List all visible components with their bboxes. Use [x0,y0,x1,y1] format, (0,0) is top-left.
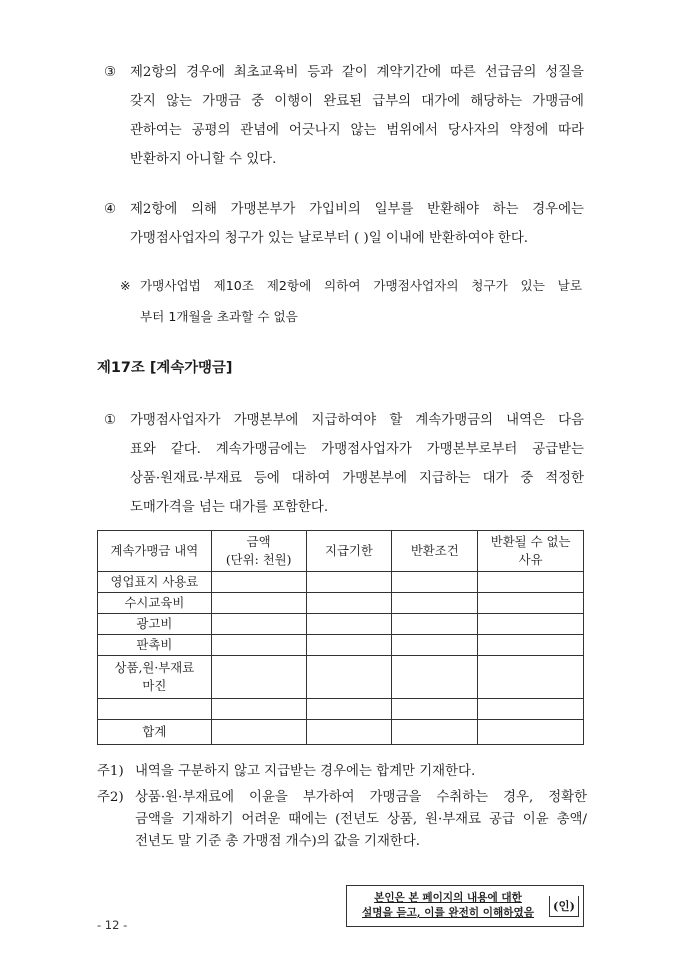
footnote-2 [97,787,587,853]
due-date-cell[interactable] [306,699,392,720]
note-line: 부터 1개월을 초과할 수 없음 [140,309,298,324]
due-date-cell[interactable] [306,572,392,593]
table-header-row [98,531,584,572]
row-label: 판촉비 [98,635,212,656]
clause-paragraph-4 [104,195,584,253]
table-row [98,572,584,593]
refund-condition-cell[interactable] [392,656,478,699]
paragraph-marker: ③ [104,65,117,80]
paragraph-line: 제2항에 의해 가맹본부가 가입비의 일부를 반환해야 하는 경우에는 [130,202,584,217]
paragraph-line: 가맹점사업자의 청구가 있는 날로부터 ( )일 이내에 반환하여야 한다. [130,231,529,246]
footnote-tag: 주2) [97,790,124,805]
refund-condition-cell[interactable] [392,572,478,593]
amount-cell[interactable] [211,593,306,614]
non-refund-reason-cell[interactable] [478,699,584,720]
header-non-refund-line2: 사유 [518,552,543,567]
footnote-line: 상품·원·부재료에 이윤을 부가하여 가맹금을 수취하는 경우, 정확한 [135,790,587,805]
legal-note [120,270,582,332]
table-row [98,635,584,656]
paragraph-line: 반환하지 아니할 수 있다. [130,152,277,167]
row-label-line2: 마진 [142,678,167,693]
amount-cell[interactable] [211,572,306,593]
footnote-1 [97,761,587,783]
paragraph-line: 갖지 않는 가맹금 중 이행이 완료된 급부의 대가에 해당하는 가맹금에 [130,94,584,109]
footnote-line: 금액을 기재하기 어려운 때에는 (전년도 상품, 원·부재료 공급 이윤 총액/ [135,812,587,827]
note-line: 가맹사업법 제10조 제2항에 의하여 가맹점사업자의 청구가 있는 날로 [140,278,582,293]
amount-cell[interactable] [211,699,306,720]
footnote-tag: 주1) [97,764,124,779]
due-date-cell[interactable] [306,593,392,614]
paragraph-line: 상품·원재료·부재료 등에 대하여 가맹본부에 지급하는 대가 중 적정한 [130,471,584,486]
signature-statement [347,891,543,921]
row-label: 수시교육비 [98,593,212,614]
amount-cell[interactable] [211,720,306,745]
header-due-date: 지급기한 [306,531,392,572]
continuing-fee-table [97,530,584,745]
due-date-cell[interactable] [306,656,392,699]
signature-statement-line2: 설명을 듣고, 이를 완전히 이해하였음 [362,907,534,919]
row-label-line1: 상품,원·부재료 [114,660,195,675]
due-date-cell[interactable] [306,614,392,635]
header-fee-item: 계속가맹금 내역 [98,531,212,572]
non-refund-reason-cell[interactable] [478,720,584,745]
refund-condition-cell[interactable] [392,635,478,656]
refund-condition-cell[interactable] [392,699,478,720]
header-non-refund-reason [478,531,584,572]
table-total-row [98,720,584,745]
header-refund-condition: 반환조건 [392,531,478,572]
paragraph-line: 제2항의 경우에 최초교육비 등과 같이 계약기간에 따른 선급금의 성질을 [130,65,584,80]
row-label: 광고비 [98,614,212,635]
footnote-line: 전년도 말 기준 총 가맹점 개수)의 값을 기재한다. [135,834,421,849]
refund-condition-cell[interactable] [392,614,478,635]
note-marker: ※ [120,278,131,293]
header-non-refund-line1: 반환될 수 없는 [490,534,571,549]
footnote-line: 내역을 구분하지 않고 지급받는 경우에는 합계만 기재한다. [135,764,476,779]
non-refund-reason-cell[interactable] [478,593,584,614]
row-label [98,699,212,720]
non-refund-reason-cell[interactable] [478,656,584,699]
clause-paragraph-1 [104,406,584,522]
refund-condition-cell[interactable] [392,593,478,614]
article-heading: 제17조 [계속가맹금] [97,360,233,376]
page-number: - 12 - [97,918,128,932]
amount-cell[interactable] [211,656,306,699]
non-refund-reason-cell[interactable] [478,614,584,635]
paragraph-line: 관하여는 공평의 관념에 어긋나지 않는 범위에서 당사자의 약정에 따라 [130,123,584,138]
row-label-total: 합계 [98,720,212,745]
table-row [98,699,584,720]
table-row [98,656,584,699]
amount-cell[interactable] [211,635,306,656]
header-amount [211,531,306,572]
signature-confirmation-box [346,885,584,927]
row-label [98,656,212,699]
non-refund-reason-cell[interactable] [478,572,584,593]
seal-mark[interactable]: (인) [549,896,579,917]
refund-condition-cell[interactable] [392,720,478,745]
paragraph-line: 표와 같다. 계속가맹금에는 가맹점사업자가 가맹본부로부터 공급받는 [130,442,584,457]
header-amount-unit: (단위: 천원) [225,552,292,567]
table-row [98,614,584,635]
paragraph-marker: ① [104,413,117,428]
header-amount-label: 금액 [246,534,271,549]
due-date-cell[interactable] [306,635,392,656]
signature-statement-line1: 본인은 본 페이지의 내용에 대한 [374,892,522,904]
paragraph-line: 도매가격을 넘는 대가를 포함한다. [130,500,329,515]
table-row [98,593,584,614]
paragraph-marker: ④ [104,202,117,217]
due-date-cell[interactable] [306,720,392,745]
amount-cell[interactable] [211,614,306,635]
row-label: 영업표지 사용료 [98,572,212,593]
non-refund-reason-cell[interactable] [478,635,584,656]
clause-paragraph-3 [104,58,584,174]
paragraph-line: 가맹점사업자가 가맹본부에 지급하여야 할 계속가맹금의 내역은 다음 [130,413,584,428]
